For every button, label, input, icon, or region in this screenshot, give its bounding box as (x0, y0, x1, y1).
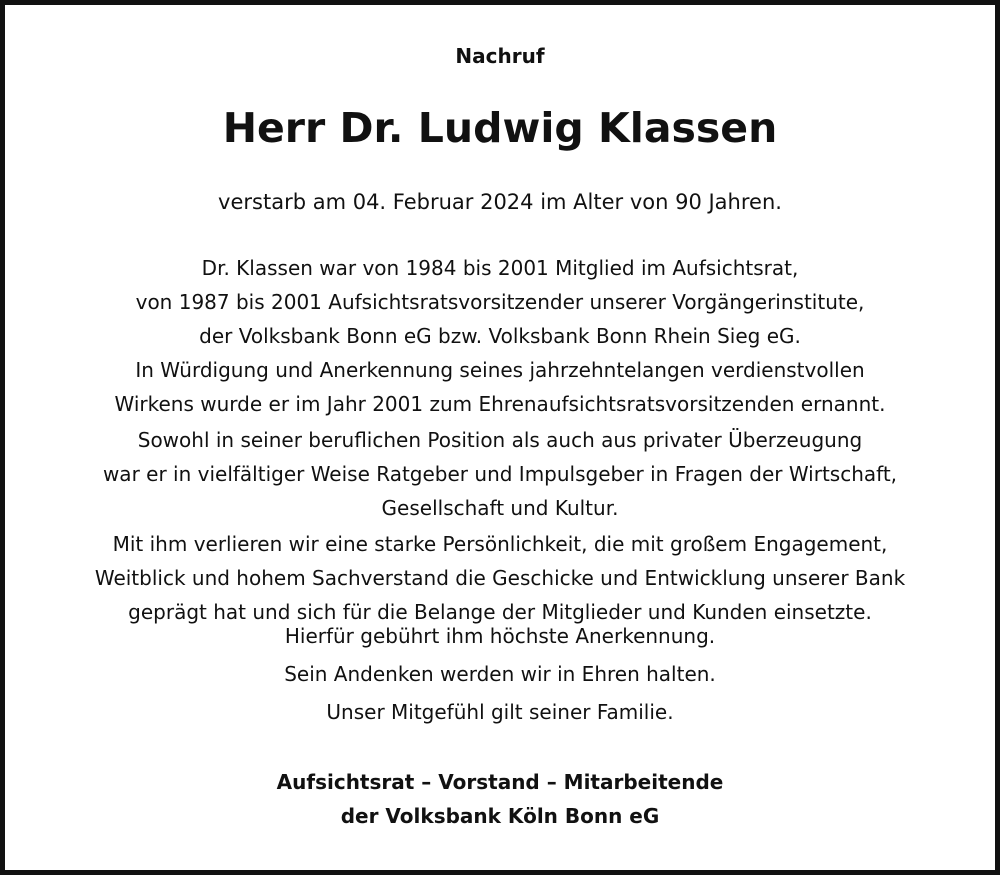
death-date-line: verstarb am 04. Februar 2024 im Alter von 90 Jahren. (218, 190, 782, 214)
text-line: Wirkens wurde er im Jahr 2001 zum Ehrenaufsichtsratsvorsitzenden ernannt. (114, 392, 886, 416)
text-line: Dr. Klassen war von 1984 bis 2001 Mitglied im Aufsichtsrat, (201, 256, 799, 280)
text-line: Weitblick und hohem Sachverstand die Geschicke und Entwicklung unserer Bank (94, 566, 906, 590)
signature-line-bodies: Aufsichtsrat – Vorstand – Mitarbeitende (276, 770, 724, 794)
signature-line-organization: der Volksbank Köln Bonn eG (340, 804, 660, 828)
text-line: geprägt hat und sich für die Belange der Mitglieder und Kunden einsetzte. (128, 600, 872, 624)
text-line: Gesellschaft und Kultur. (381, 496, 619, 520)
deceased-name: Herr Dr. Ludwig Klassen (222, 104, 778, 152)
tribute-paragraph-advisor (0, 423, 1000, 525)
tribute-text (0, 251, 1000, 629)
text-line: der Volksbank Bonn eG bzw. Volksbank Bonn Rhein Sieg eG. (199, 324, 801, 348)
signature-block (0, 765, 1000, 833)
text-line: Sowohl in seiner beruflichen Position als auch aus privater Überzeugung (137, 428, 863, 452)
closing-line-condolence: Unser Mitgefühl gilt seiner Familie. (326, 700, 674, 724)
closing-statements (0, 619, 1000, 733)
text-line: von 1987 bis 2001 Aufsichtsratsvorsitzender unserer Vorgängerinstitute, (135, 290, 865, 314)
tribute-paragraph-career (0, 251, 1000, 421)
notice-kicker: Nachruf (455, 44, 545, 68)
text-line: In Würdigung und Anerkennung seines jahrzehntelangen verdienstvollen (135, 358, 865, 382)
text-line: war er in vielfältiger Weise Ratgeber und Impulsgeber in Fragen der Wirtschaft, (102, 462, 898, 486)
tribute-paragraph-personality (0, 527, 1000, 629)
closing-line-recognition: Hierfür gebührt ihm höchste Anerkennung. (284, 624, 716, 648)
closing-line-memory: Sein Andenken werden wir in Ehren halten. (284, 662, 716, 686)
text-line: Mit ihm verlieren wir eine starke Persönlichkeit, die mit großem Engagement, (112, 532, 888, 556)
